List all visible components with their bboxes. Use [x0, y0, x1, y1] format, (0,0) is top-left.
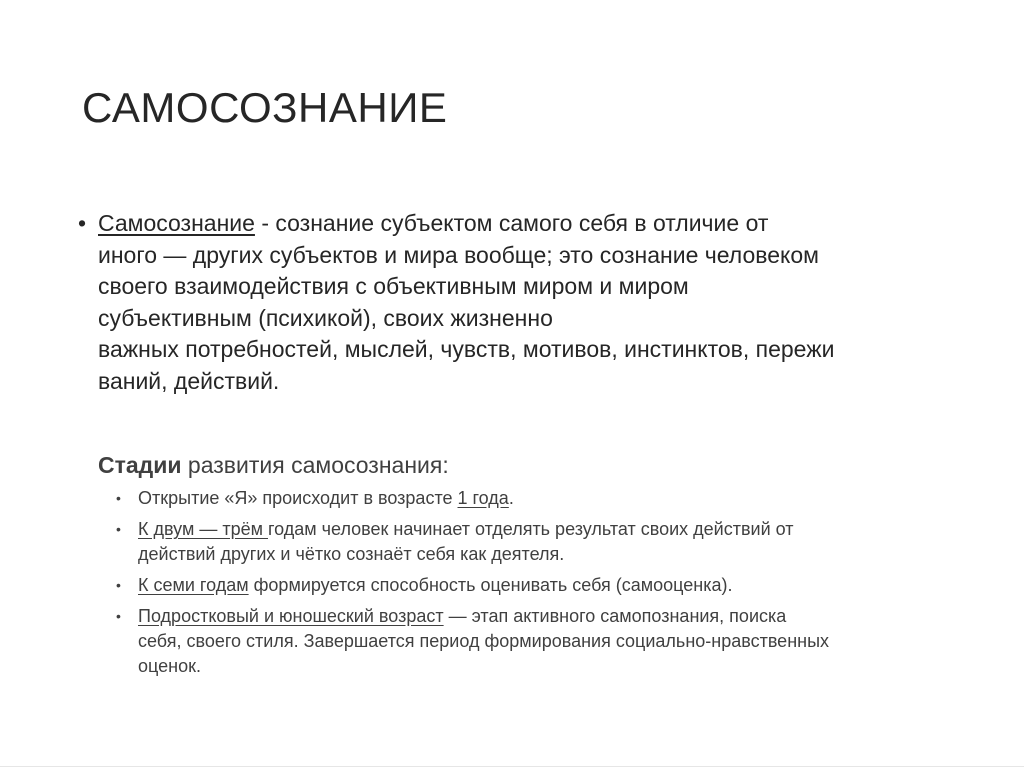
stage-4-line-3: оценок.: [138, 656, 201, 676]
stage-item-4: [114, 604, 974, 679]
bullet-icon: •: [116, 521, 121, 537]
stage-1-text: Открытие «Я» происходит в возрасте: [138, 488, 458, 508]
definition-line-6: ваний, действий.: [98, 367, 280, 394]
stage-item-3: [114, 573, 974, 598]
stage-3-text: формируется способность оценивать себя (самооценка).: [248, 575, 733, 595]
bullet-icon: •: [116, 490, 121, 506]
definition-list: [76, 208, 966, 397]
stage-2-text: годам человек начинает отделять результат своих действий от: [267, 519, 794, 539]
stage-1-line-1: [138, 486, 974, 511]
stage-item-1: [114, 486, 974, 511]
definition-line-2: иного — других субъектов и мира вообще; это сознание человеком: [98, 241, 819, 268]
stage-3-line-1: [138, 573, 974, 598]
stage-1-link[interactable]: 1 года: [457, 488, 509, 508]
definition-item: [76, 208, 966, 397]
stages-heading-bold: Стадии: [98, 452, 182, 478]
bullet-icon: •: [116, 577, 121, 593]
stage-2-link[interactable]: К двум — трём: [138, 519, 268, 539]
slide-title: САМОСОЗНАНИЕ: [82, 84, 448, 131]
stages-list: [114, 486, 974, 685]
stage-2-line-2: действий других и чётко сознаёт себя как деятеля.: [138, 544, 565, 564]
definition-line-1: [98, 208, 966, 240]
stage-item-2: [114, 517, 974, 567]
stage-4-line-1: [138, 604, 974, 629]
stage-4-text: — этап активного самопознания, поиска: [443, 606, 787, 626]
stage-1-suffix: .: [508, 488, 514, 508]
stages-heading-rest: развития самосознания:: [181, 452, 449, 478]
stage-4-link[interactable]: Подростковый и юношеский возраст: [138, 606, 444, 626]
definition-line-5: важных потребностей, мыслей, чувств, мотивов, инстинктов, пережи: [98, 336, 835, 362]
definition-line-4: субъективным (психикой), своих жизненно: [98, 304, 553, 331]
stage-4-line-2: себя, своего стиля. Завершается период формирования социально-нравственных: [138, 631, 830, 651]
stages-heading: [98, 450, 449, 481]
term-link[interactable]: Самосознание: [98, 210, 255, 236]
stage-3-link[interactable]: К семи годам: [138, 575, 249, 595]
definition-text: - сознание субъектом самого себя в отличие от: [254, 210, 769, 236]
bullet-icon: •: [116, 608, 121, 624]
bullet-icon: •: [78, 210, 87, 236]
definition-line-3: своего взаимодействия с объективным миром и миром: [98, 273, 689, 299]
stage-2-line-1: [138, 517, 974, 542]
